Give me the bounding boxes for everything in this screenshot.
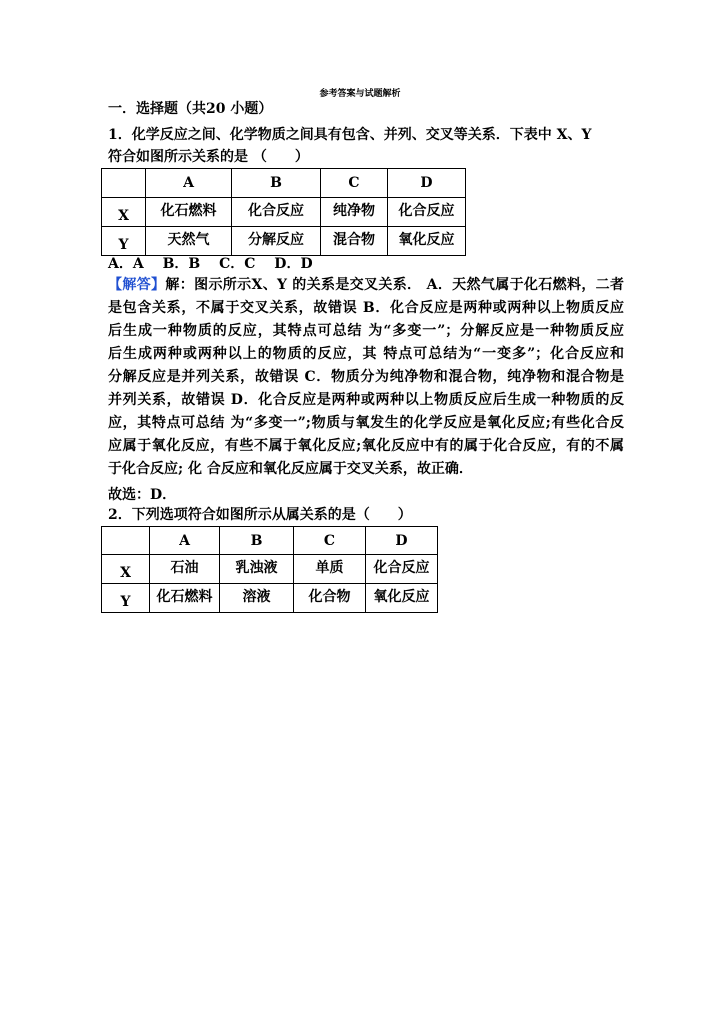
table-cell: 化合反应	[232, 198, 321, 227]
q2-stem: 2．下列选项符合如图所示从属关系的是（ ）	[108, 507, 412, 523]
table-header-cell: D	[366, 527, 438, 555]
table-header-cell: C	[294, 527, 366, 555]
q1-stem-line2: 符合如图所示关系的是 （ ）	[108, 149, 309, 165]
table-cell: 化合物	[294, 584, 366, 613]
analysis-line-8: 应属于氧化反应，有些不属于氧化反应;氧化反应中有的属于化合反应，有的不属	[108, 438, 624, 454]
analysis-line-2: 是包含关系，不属于交叉关系，故错误 B．化合反应是两种或两种以上物质反应	[108, 300, 624, 316]
q2-table	[101, 526, 438, 613]
table-header-cell: B	[220, 527, 294, 555]
table-cell: 化合反应	[366, 555, 438, 584]
row-label-y: Y	[102, 227, 146, 256]
q1-table-header-row	[102, 169, 466, 198]
analysis-line-4: 后生成两种或两种以上的物质的反应，其 特点可总结为“一变多”；化合反应和	[108, 346, 624, 362]
table-row	[102, 584, 438, 613]
section-heading: 一．选择题（共20 小题）	[108, 101, 273, 117]
table-cell: 石油	[150, 555, 220, 584]
row-label-y: Y	[102, 584, 150, 613]
table-header-cell	[102, 527, 150, 555]
table-cell: 氧化反应	[388, 227, 466, 256]
table-row	[102, 227, 466, 256]
table-cell: 化石燃料	[150, 584, 220, 613]
q1-options: A．A B．B C．C D．D	[108, 256, 313, 272]
table-cell: 乳浊液	[220, 555, 294, 584]
table-header-cell	[102, 169, 146, 198]
table-row	[102, 198, 466, 227]
table-header-cell: A	[150, 527, 220, 555]
analysis-text: 解：图示所示X、Y 的关系是交叉关系． A．天然气属于化石燃料，二者	[165, 277, 625, 293]
q1-stem-line1: 1．化学反应之间、化学物质之间具有包含、并列、交叉等关系．下表中 X、Y	[108, 127, 592, 143]
table-cell: 分解反应	[232, 227, 321, 256]
answer-tag: 【解答】	[108, 277, 166, 293]
table-cell: 溶液	[220, 584, 294, 613]
analysis-line-9: 于化合反应; 化 合反应和氧化反应属于交叉关系，故正确．	[108, 461, 473, 477]
table-cell: 天然气	[146, 227, 232, 256]
q2-table-header-row	[102, 527, 438, 555]
q1-table	[101, 168, 466, 256]
analysis-line-1	[108, 276, 624, 295]
table-cell: 单质	[294, 555, 366, 584]
table-cell: 混合物	[321, 227, 388, 256]
analysis-line-7: 应，其特点可总结 为“多变一”;物质与氧发生的化学反应是氧化反应;有些化合反	[108, 415, 624, 431]
table-header-cell: B	[232, 169, 321, 198]
page-title: 参考答案与试题解析	[319, 89, 401, 99]
table-header-cell: A	[146, 169, 232, 198]
table-cell: 化合反应	[388, 198, 466, 227]
table-cell: 氧化反应	[366, 584, 438, 613]
table-header-cell: D	[388, 169, 466, 198]
analysis-line-3: 后生成一种物质的反应，其特点可总结 为“多变一”；分解反应是一种物质反应	[108, 323, 624, 339]
table-cell: 化石燃料	[146, 198, 232, 227]
row-label-x: X	[102, 555, 150, 584]
table-row	[102, 555, 438, 584]
row-label-x: X	[102, 198, 146, 227]
table-cell: 纯净物	[321, 198, 388, 227]
analysis-line-6: 并列关系，故错误 D．化合反应是两种或两种以上物质反应后生成一种物质的反	[108, 392, 624, 408]
table-header-cell: C	[321, 169, 388, 198]
q1-conclusion: 故选：D．	[108, 487, 177, 503]
analysis-line-5: 分解反应是并列关系，故错误 C．物质分为纯净物和混合物，纯净物和混合物是	[108, 369, 624, 385]
